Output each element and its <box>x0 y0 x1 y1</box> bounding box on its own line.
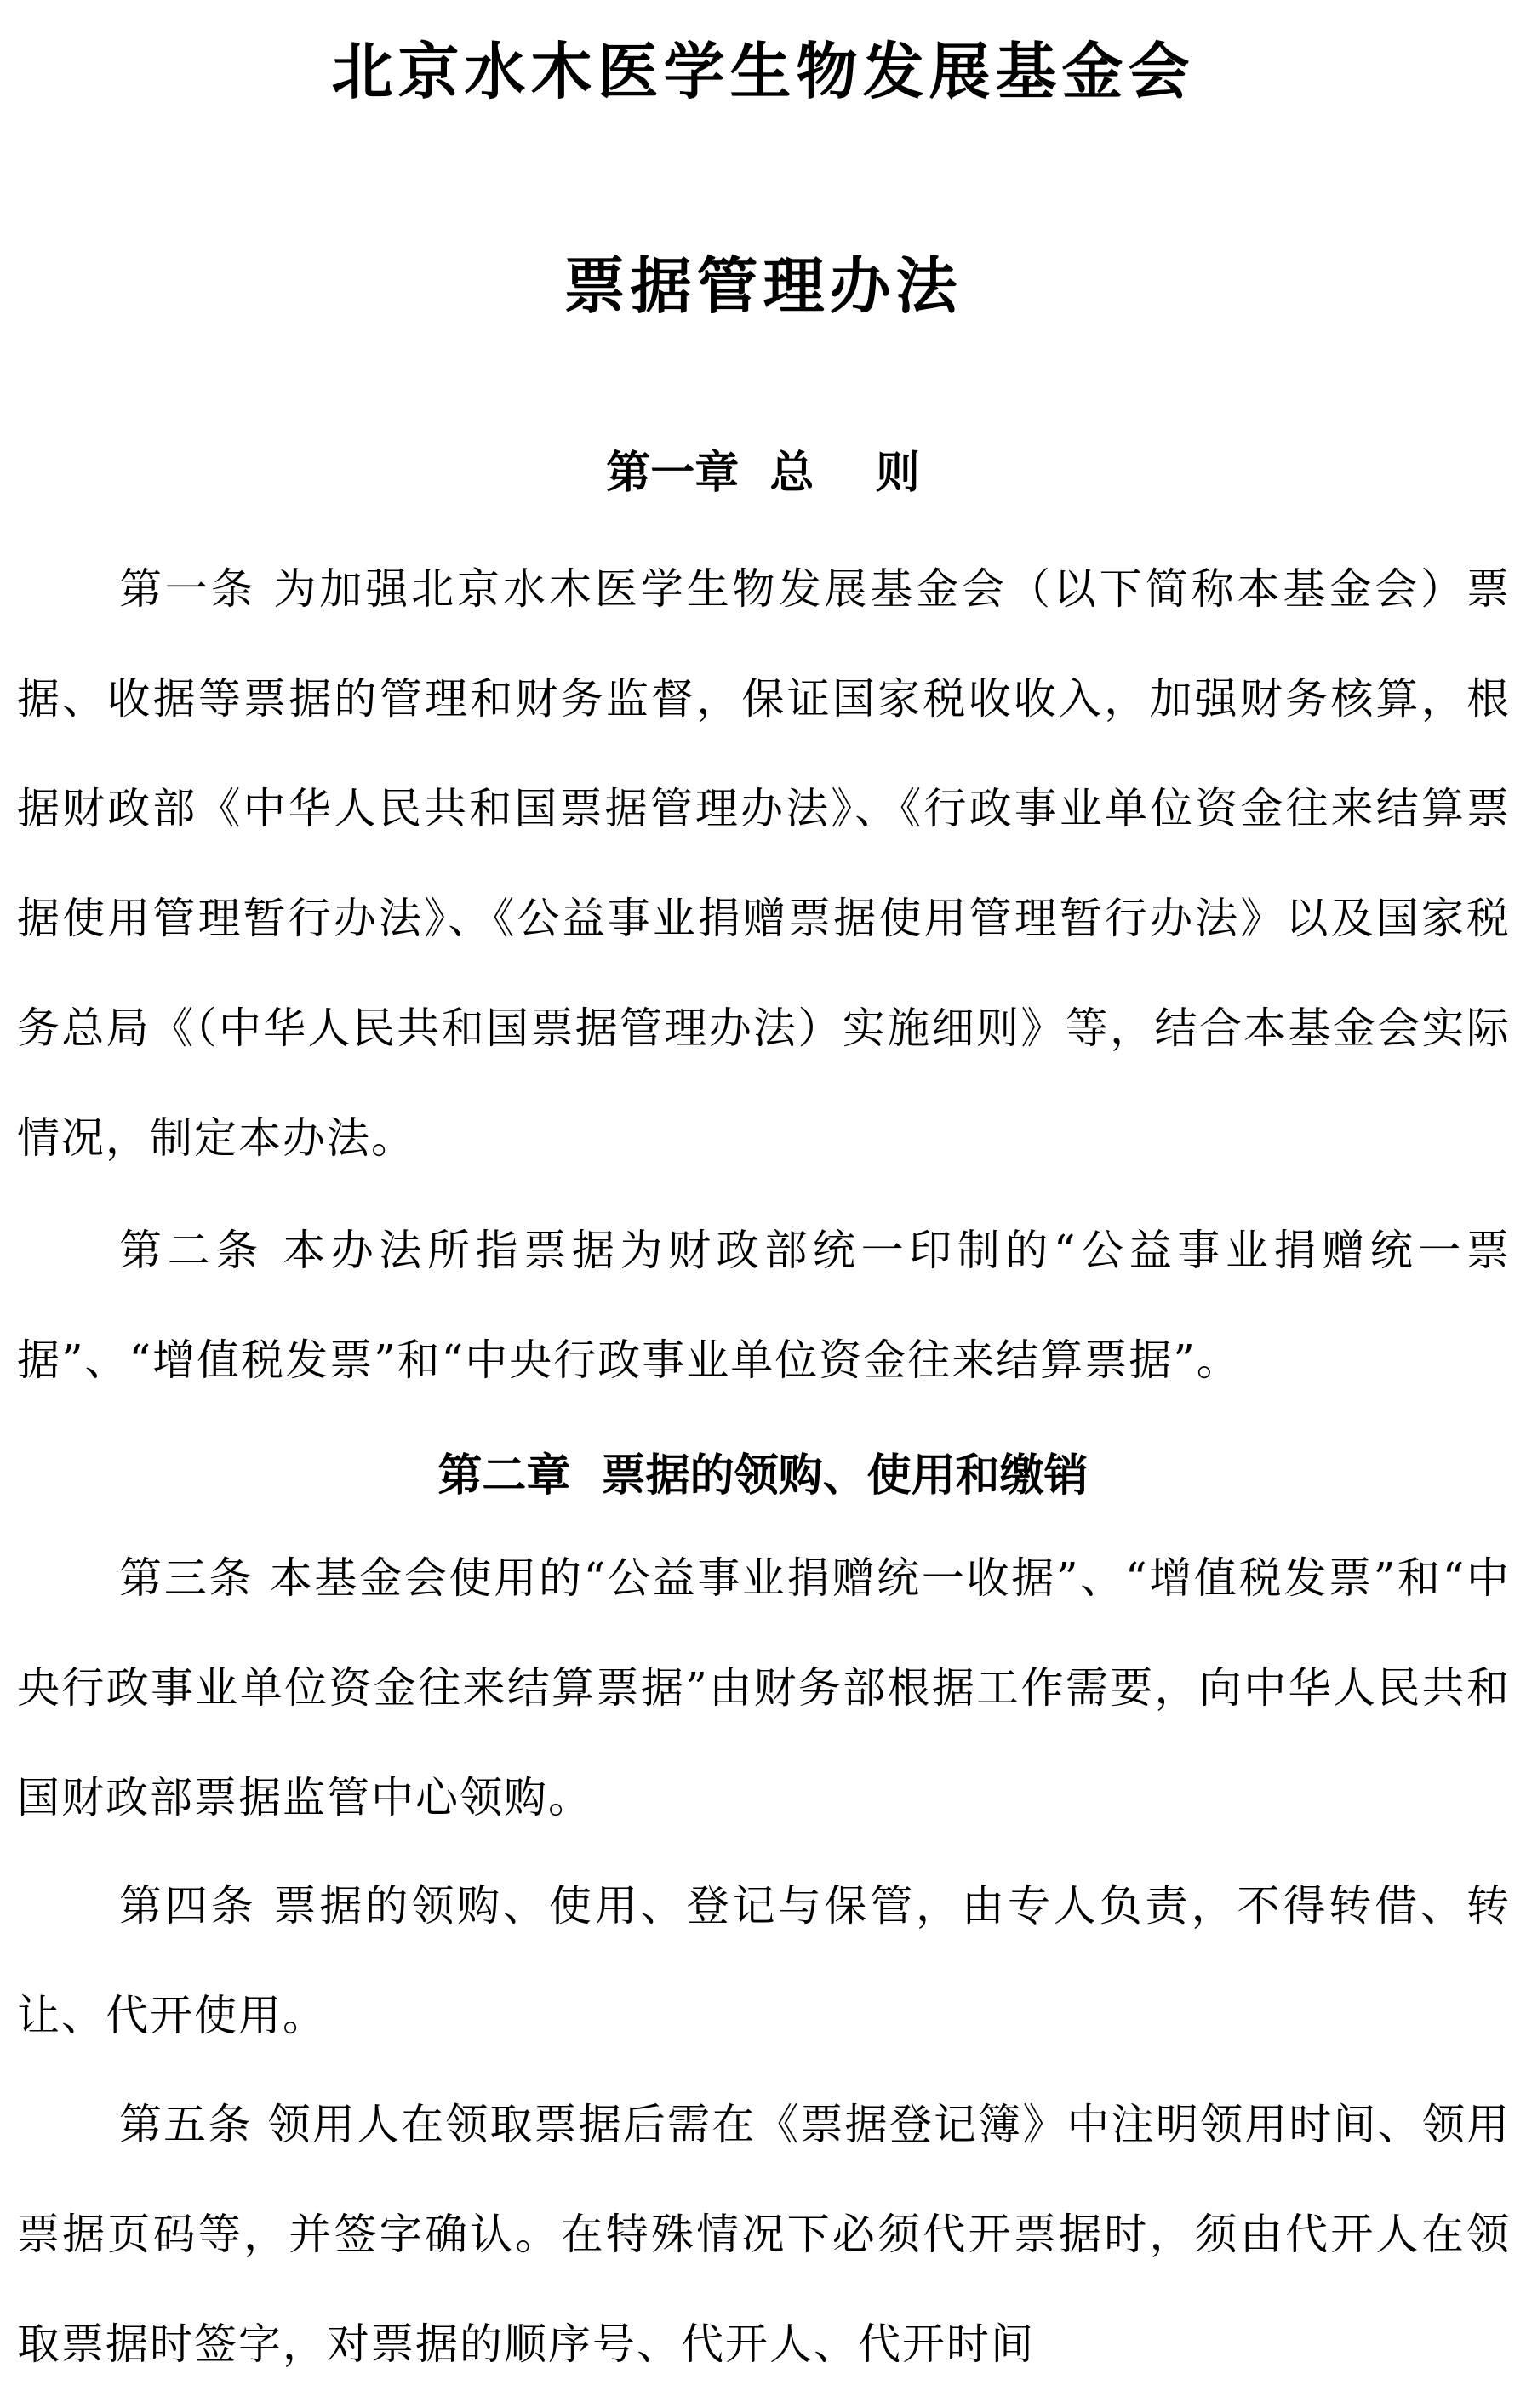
article-2: 第二条 本办法所指票据为财政部统一印制的“公益事业捐赠统一票据”、“增值税发票”和“中央行政事业单位资金往来结算票据”。 <box>17 1226 1511 1385</box>
chapter-heading-2: 第二章 票据的领购、使用和缴销 <box>437 1450 1089 1501</box>
document-subtitle: 票据管理办法 <box>563 250 963 322</box>
document-title: 北京水木医学生物发展基金会 <box>331 36 1195 107</box>
article-3: 第三条 本基金会使用的“公益事业捐赠统一收据”、“增值税发票”和“中央行政事业单位资金往来结算票据”由财务部根据工作需要，向中华人民共和国财政部票据监管中心领购。 <box>17 1553 1511 1822</box>
article-1: 第一条 为加强北京水木医学生物发展基金会（以下简称本基金会）票据、收据等票据的管理和财务监督，保证国家税收收入，加强财务核算，根据财政部《中华人民共和国票据管理办法》、《行政事业单位资金往来结算票据使用管理暂行办法》、《公益事业捐赠票据使用管理暂行办法》以及国家税务总局《（中华人民共和国票据管理办法）实施细则》等，结合本基金会实际情况，制定本办法。 <box>17 564 1511 1163</box>
chapter-heading-1: 第一章 总 则 <box>606 448 920 499</box>
article-4: 第四条 票据的领购、使用、登记与保管，由专人负责，不得转借、转让、代开使用。 <box>17 1881 1511 2040</box>
article-5: 第五条 领用人在领取票据后需在《票据登记簿》中注明领用时间、领用票据页码等，并签字确认。在特殊情况下必须代开票据时，须由代开人在领取票据时签字，对票据的顺序号、代开人、代开时间 <box>17 2100 1511 2369</box>
